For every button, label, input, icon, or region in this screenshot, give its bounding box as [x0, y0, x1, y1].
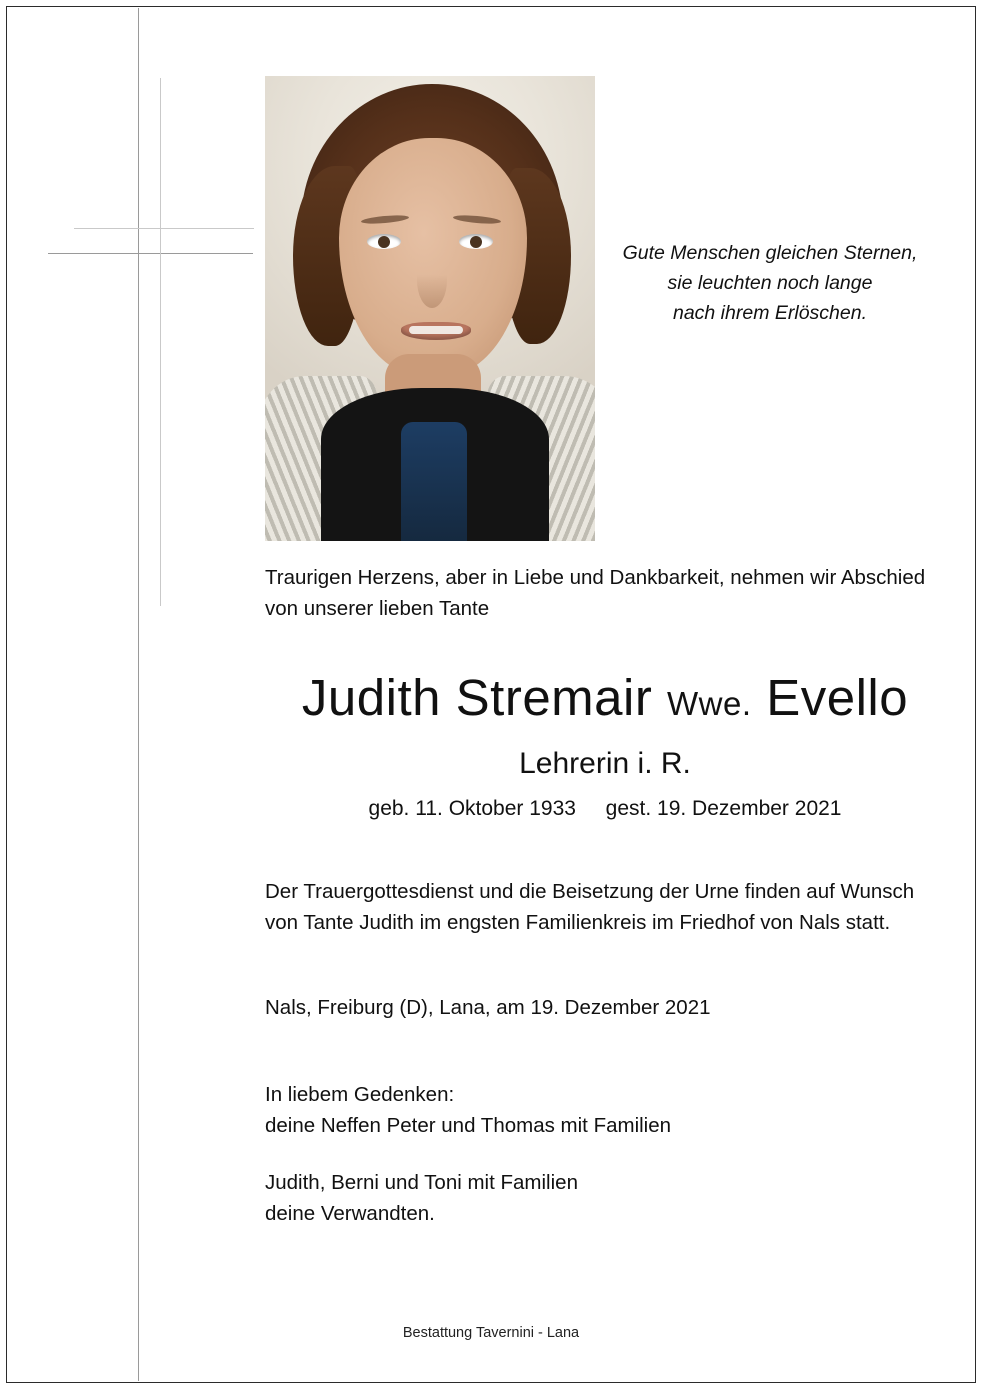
life-dates: [265, 794, 945, 824]
quote-line-1: Gute Menschen gleichen Sternen,: [622, 242, 918, 264]
memory-title: In liebem Gedenken:: [265, 1083, 455, 1106]
birth-date: 11. Oktober 1933: [415, 797, 576, 820]
photo-nose: [417, 252, 447, 308]
cross-horizontal-line: [48, 253, 253, 254]
photo-teeth: [409, 326, 463, 334]
memorial-quote: [600, 238, 940, 328]
photo-pupil-left: [378, 236, 390, 248]
service-text: Der Trauergottesdienst und die Beisetzung der Urne finden auf Wunsch von Tante Judith im engsten Familienkreis im Friedhof von Nals statt.: [265, 880, 915, 934]
memory-line-2: Judith, Berni und Toni mit Familien: [265, 1171, 578, 1194]
death-date: 19. Dezember 2021: [657, 797, 842, 820]
memory-line-1: deine Neffen Peter und Thomas mit Familien: [265, 1114, 672, 1137]
portrait-photo: [265, 76, 595, 541]
obituary-content: [265, 562, 945, 1229]
memory-line-3: deine Verwandten.: [265, 1202, 435, 1225]
quote-line-3: nach ihrem Erlöschen.: [672, 302, 867, 324]
profession: Lehrerin i. R.: [519, 747, 691, 780]
quote-line-2: sie leuchten noch lange: [667, 272, 873, 294]
cross-vertical-line-secondary: [160, 78, 161, 606]
cross-vertical-line: [138, 8, 139, 1381]
footer-credit: Bestattung Tavernini - Lana: [402, 1325, 580, 1341]
memory-block-secondary: [265, 1167, 945, 1229]
cross-horizontal-line-secondary: [74, 228, 254, 229]
widow-marker: Wwe.: [667, 685, 752, 722]
deceased-first-name: Judith Stremair: [301, 669, 653, 726]
place-and-date: Nals, Freiburg (D), Lana, am 19. Dezember 2021: [265, 996, 711, 1019]
deceased-name: [265, 668, 945, 734]
photo-shirt: [401, 422, 467, 541]
deceased-last-name: Evello: [766, 669, 909, 726]
photo-pupil-right: [470, 236, 482, 248]
intro-text: Traurigen Herzens, aber in Liebe und Dankbarkeit, nehmen wir Abschied von unserer lieben Tante: [265, 566, 926, 620]
death-label: gest.: [605, 797, 652, 820]
birth-label: geb.: [368, 797, 410, 820]
